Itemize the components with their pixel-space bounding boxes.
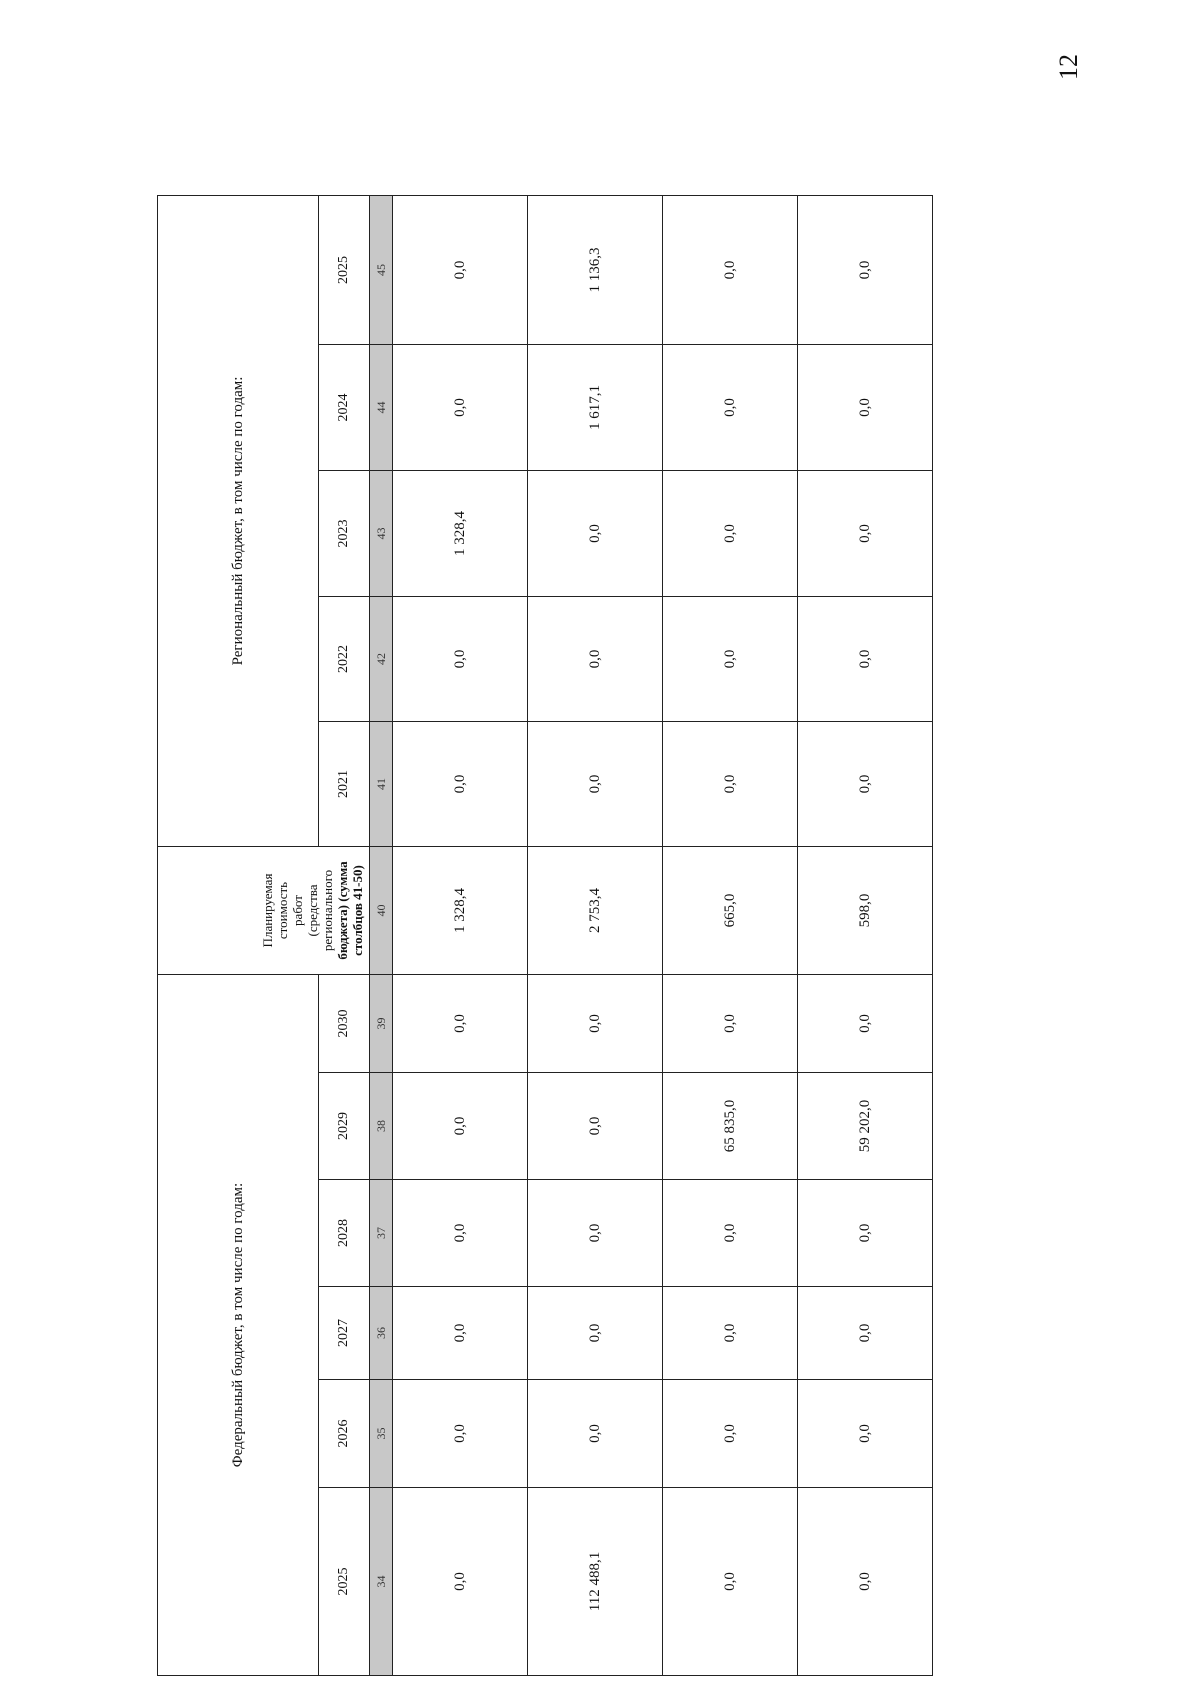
budget-table bbox=[157, 195, 933, 1676]
table-cell: 0,0 bbox=[393, 345, 528, 471]
table-cell: 0,0 bbox=[663, 1180, 798, 1287]
table-row bbox=[798, 195, 933, 1675]
year-header: 2024 bbox=[319, 345, 370, 471]
table-cell: 65 835,0 bbox=[663, 1073, 798, 1180]
table-cell: 0,0 bbox=[528, 597, 663, 722]
year-header: 2029 bbox=[319, 1073, 370, 1180]
planned-cost-line: (средства bbox=[305, 884, 320, 937]
year-header: 2028 bbox=[319, 1180, 370, 1287]
table-cell: 0,0 bbox=[393, 1073, 528, 1180]
table-row bbox=[393, 195, 528, 1675]
table-cell: 665,0 bbox=[663, 847, 798, 975]
table-row bbox=[528, 195, 663, 1675]
year-header: 2021 bbox=[319, 722, 370, 847]
table-cell: 0,0 bbox=[393, 1488, 528, 1676]
table-cell: 0,0 bbox=[393, 597, 528, 722]
table-cell: 1 328,4 bbox=[393, 847, 528, 975]
table-cell: 0,0 bbox=[393, 722, 528, 847]
budget-table-rotated bbox=[157, 196, 927, 1676]
planned-cost-header bbox=[158, 847, 370, 975]
federal-budget-header: Федеральный бюджет, в том числе по годам: bbox=[158, 975, 319, 1676]
year-header: 2025 bbox=[319, 1488, 370, 1676]
table-cell: 0,0 bbox=[663, 975, 798, 1073]
column-number: 44 bbox=[370, 345, 393, 471]
year-header: 2023 bbox=[319, 471, 370, 597]
table-cell: 0,0 bbox=[798, 1180, 933, 1287]
table-cell: 0,0 bbox=[663, 195, 798, 344]
planned-cost-line: стоимость bbox=[275, 881, 290, 940]
table-cell: 0,0 bbox=[393, 1180, 528, 1287]
column-number: 37 bbox=[370, 1180, 393, 1287]
table-cell: 0,0 bbox=[528, 1287, 663, 1380]
page-number: 12 bbox=[1054, 54, 1083, 80]
table-cell: 1 136,3 bbox=[528, 195, 663, 344]
table-cell: 112 488,1 bbox=[528, 1488, 663, 1676]
planned-cost-line: столбцов 41-50) bbox=[350, 865, 365, 956]
column-number: 34 bbox=[370, 1488, 393, 1676]
table-cell: 1 328,4 bbox=[393, 471, 528, 597]
table-cell: 0,0 bbox=[798, 471, 933, 597]
header-row-groups bbox=[158, 195, 319, 1675]
table-row bbox=[663, 195, 798, 1675]
table-cell: 2 753,4 bbox=[528, 847, 663, 975]
table-cell: 0,0 bbox=[663, 1488, 798, 1676]
table-cell: 0,0 bbox=[528, 1073, 663, 1180]
column-number-row bbox=[370, 195, 393, 1675]
table-cell: 0,0 bbox=[528, 1180, 663, 1287]
column-number: 39 bbox=[370, 975, 393, 1073]
table-cell: 0,0 bbox=[663, 471, 798, 597]
table-cell: 0,0 bbox=[663, 597, 798, 722]
table-cell: 0,0 bbox=[798, 722, 933, 847]
column-number: 45 bbox=[370, 195, 393, 344]
table-cell: 0,0 bbox=[798, 1488, 933, 1676]
column-number: 41 bbox=[370, 722, 393, 847]
planned-cost-line: регионального bbox=[320, 869, 335, 952]
table-cell: 598,0 bbox=[798, 847, 933, 975]
table-cell: 0,0 bbox=[663, 722, 798, 847]
table-cell: 0,0 bbox=[798, 345, 933, 471]
table-cell: 0,0 bbox=[528, 471, 663, 597]
table-cell: 0,0 bbox=[393, 195, 528, 344]
table-cell: 0,0 bbox=[798, 975, 933, 1073]
table-cell: 0,0 bbox=[393, 1380, 528, 1488]
table-cell: 0,0 bbox=[393, 975, 528, 1073]
table-cell: 0,0 bbox=[528, 1380, 663, 1488]
column-number: 43 bbox=[370, 471, 393, 597]
planned-cost-line: Планируемая bbox=[260, 873, 275, 948]
table-cell: 1 617,1 bbox=[528, 345, 663, 471]
table-cell: 0,0 bbox=[798, 1287, 933, 1380]
table-cell: 0,0 bbox=[798, 1380, 933, 1488]
table-cell: 0,0 bbox=[663, 1380, 798, 1488]
year-header: 2026 bbox=[319, 1380, 370, 1488]
regional-budget-header: Региональный бюджет, в том числе по годам: bbox=[158, 195, 319, 846]
year-header: 2030 bbox=[319, 975, 370, 1073]
year-header: 2027 bbox=[319, 1287, 370, 1380]
column-number: 40 bbox=[370, 847, 393, 975]
column-number: 36 bbox=[370, 1287, 393, 1380]
planned-cost-line: работ bbox=[290, 895, 305, 926]
table-cell: 0,0 bbox=[798, 195, 933, 344]
table-cell: 0,0 bbox=[663, 345, 798, 471]
column-number: 42 bbox=[370, 597, 393, 722]
table-cell: 0,0 bbox=[798, 597, 933, 722]
table-cell: 0,0 bbox=[528, 722, 663, 847]
table-cell: 0,0 bbox=[393, 1287, 528, 1380]
table-cell: 0,0 bbox=[528, 975, 663, 1073]
year-header: 2025 bbox=[319, 195, 370, 344]
table-cell: 59 202,0 bbox=[798, 1073, 933, 1180]
column-number: 38 bbox=[370, 1073, 393, 1180]
planned-cost-line: бюджета) (сумма bbox=[335, 861, 350, 960]
column-number: 35 bbox=[370, 1380, 393, 1488]
table-cell: 0,0 bbox=[663, 1287, 798, 1380]
year-header: 2022 bbox=[319, 597, 370, 722]
